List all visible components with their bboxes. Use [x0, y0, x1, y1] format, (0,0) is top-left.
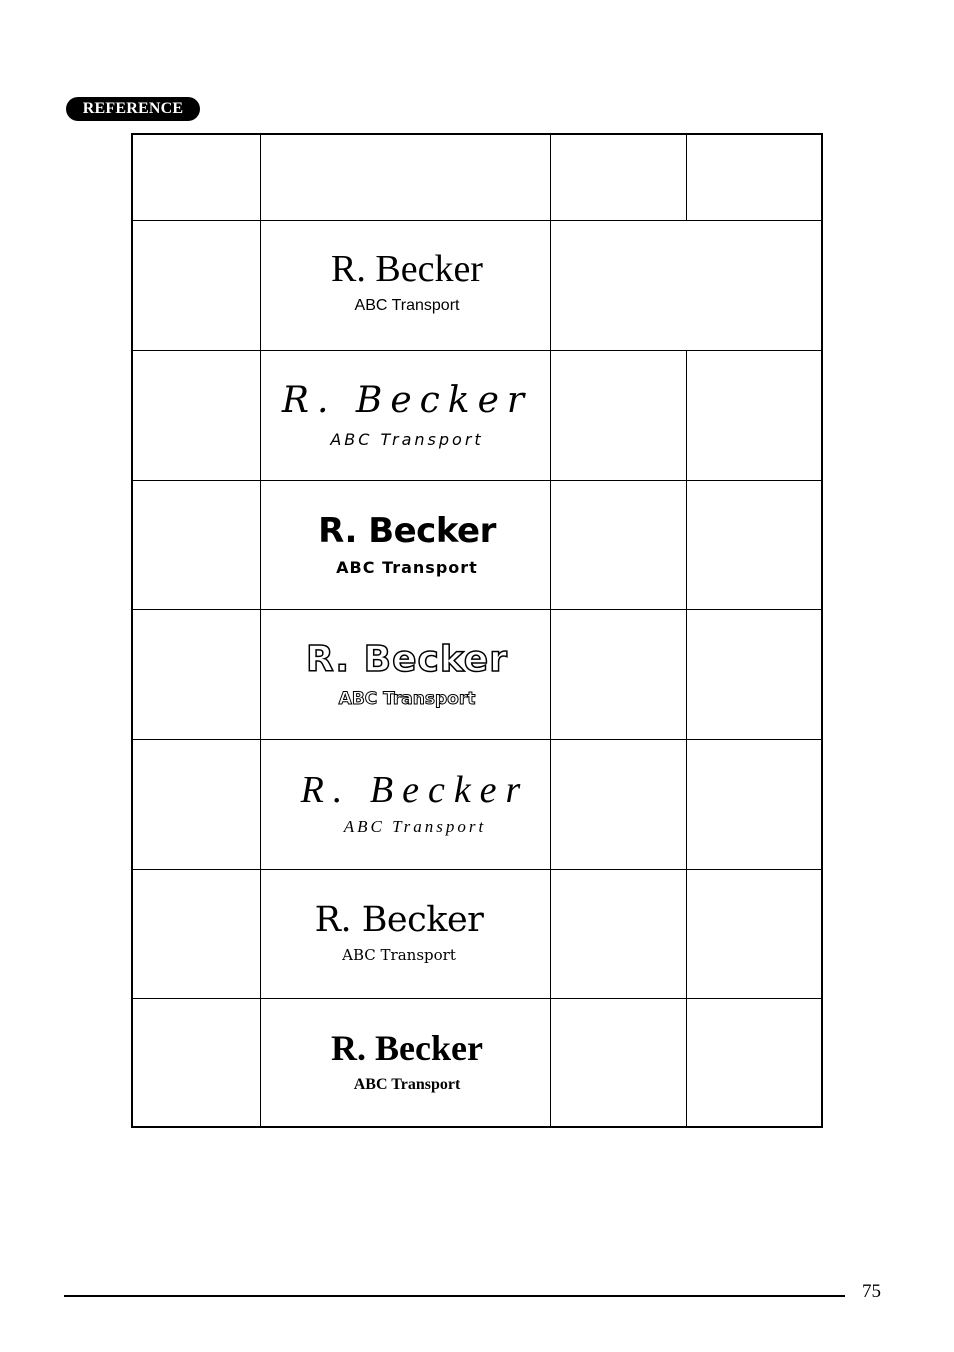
- row-divider: [133, 350, 821, 351]
- font-sample: [263, 509, 551, 579]
- sample-company: ABC Transport: [342, 946, 456, 964]
- row-divider: [133, 869, 821, 870]
- font-sample: [255, 898, 543, 966]
- sample-company: ABC Transport: [353, 1076, 461, 1093]
- font-sample: [271, 768, 559, 838]
- sample-name: R. Becker: [306, 639, 508, 680]
- sample-name: R. Becker: [331, 1028, 483, 1068]
- column-divider: [260, 135, 261, 1126]
- font-sample: [263, 1026, 551, 1096]
- sample-name: R. Becker: [314, 900, 484, 940]
- sample-company: ABC Transport: [338, 689, 476, 709]
- row-divider: [133, 739, 821, 740]
- sample-company: ABC Transport: [354, 297, 460, 314]
- row-divider: [133, 998, 821, 999]
- font-sample: [263, 247, 551, 317]
- font-sample: [263, 638, 551, 710]
- sample-name: R. Becker: [281, 380, 533, 421]
- sample-company: ABC Transport: [343, 817, 487, 836]
- sample-name: R. Becker: [318, 511, 496, 551]
- page-number: 75: [862, 1281, 881, 1302]
- font-sample-table: [131, 133, 823, 1128]
- sample-company: ABC Transport: [330, 430, 484, 449]
- footer-rule: [64, 1295, 845, 1297]
- font-sample: [263, 379, 551, 451]
- column-divider: [686, 135, 687, 220]
- row-divider: [133, 480, 821, 481]
- sample-name: R. Becker: [331, 248, 483, 290]
- reference-badge: REFERENCE: [66, 97, 200, 121]
- sample-company: ABC Transport: [336, 558, 478, 577]
- sample-name: R. Becker: [300, 769, 530, 811]
- row-divider: [133, 220, 821, 221]
- row-divider: [133, 609, 821, 610]
- column-divider: [686, 350, 687, 1126]
